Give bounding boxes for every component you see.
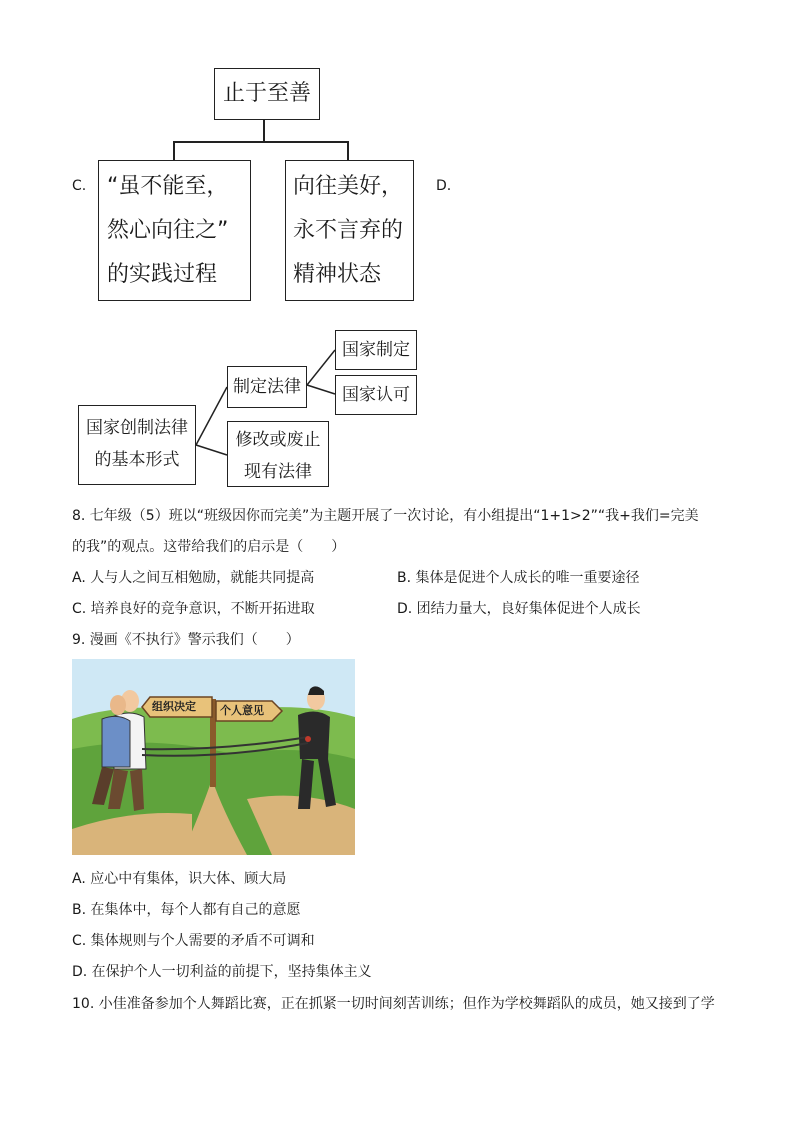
diagram-c-top-text: 止于至善 [222, 81, 311, 106]
q9-stem: 9. 漫画《不执行》警示我们（ ） [72, 632, 300, 648]
diagram-c-left-line1: “虽不能至， [107, 174, 229, 199]
diagram-d-leaf2-text: 国家认可 [342, 385, 410, 405]
cartoon-sign-right-text: 个人意见 [220, 704, 264, 717]
q9-option-a[interactable]: A. 应心中有集体，识大体、顾大局 [72, 871, 287, 887]
cartoon-sign-left-text: 组织决定 [152, 700, 196, 713]
diagram-d-leaf1-box [335, 330, 417, 370]
diagram-c-right-line3: 精神状态 [293, 262, 382, 287]
diagram-d-branch1-text: 制定法律 [233, 377, 301, 397]
diagram-d-branch2-line2: 现有法律 [244, 462, 312, 482]
q9-option-b[interactable]: B. 在集体中，每个人都有自己的意愿 [72, 902, 301, 918]
diagram-d-root-line2: 的基本形式 [94, 450, 180, 470]
q8-stem-line2: 的我”的观点。这带给我们的启示是（ ） [72, 539, 346, 555]
diagram-d-leaf2-box [335, 375, 417, 415]
q9-option-c[interactable]: C. 集体规则与个人需要的矛盾不可调和 [72, 933, 315, 949]
q9-cartoon-image [72, 659, 355, 855]
q8-option-a[interactable]: A. 人与人之间互相勉励，就能共同提高 [72, 570, 315, 586]
diagram-d-branch2-box [227, 421, 329, 487]
diagram-c-left-line3: 的实践过程 [107, 262, 218, 287]
q10-stem: 10. 小佳准备参加个人舞蹈比赛，正在抓紧一切时间刻苦训练；但作为学校舞蹈队的成员，她又接到了学 [72, 996, 715, 1012]
diagram-d-branch2-line1: 修改或废止 [235, 430, 321, 450]
diagram-c-right-line1: 向往美好， [293, 174, 404, 199]
option-d-label: D. [436, 178, 452, 194]
diagram-d-branch1-box [227, 366, 307, 408]
q8-option-b[interactable]: B. 集体是促进个人成长的唯一重要途径 [397, 570, 640, 586]
diagram-d-root-line1: 国家创制法律 [86, 418, 188, 438]
q9-option-d[interactable]: D. 在保护个人一切利益的前提下，坚持集体主义 [72, 964, 372, 980]
diagram-d-leaf1-text: 国家制定 [342, 340, 410, 360]
diagram-c-left-line2: 然心向往之” [107, 218, 229, 243]
option-c-label: C. [72, 178, 87, 194]
diagram-d-connectors [0, 0, 794, 520]
q8-option-c[interactable]: C. 培养良好的竞争意识，不断开拓进取 [72, 601, 315, 617]
diagram-c-right-line2: 永不言弃的 [293, 218, 404, 243]
q8-option-d[interactable]: D. 团结力量大，良好集体促进个人成长 [397, 601, 641, 617]
q8-stem-line1: 8. 七年级（5）班以“班级因你而完美”为主题开展了一次讨论，有小组提出“1+1>2”“我+我们=完美 [72, 508, 699, 524]
cartoon-illustration [72, 659, 355, 855]
